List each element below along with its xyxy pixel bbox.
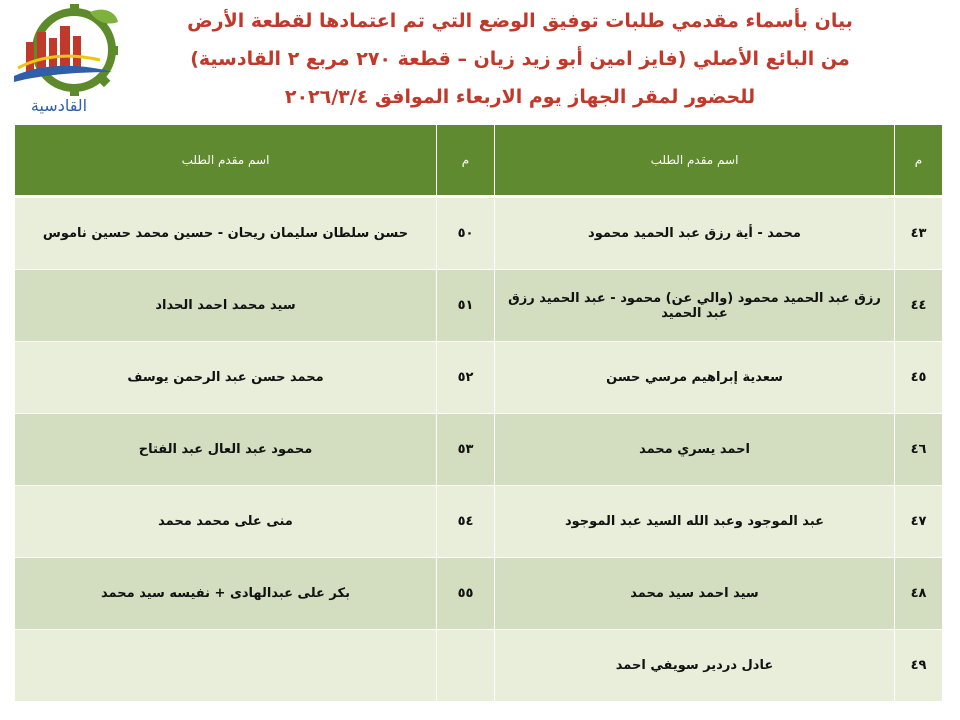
right-name-cell: رزق عبد الحميد محمود (والي عن) محمود - عبد الحميد رزق عبد الحميد	[495, 270, 895, 342]
left-num-cell: ٥٢	[437, 342, 495, 414]
table-row	[15, 630, 943, 702]
title-line-3: للحضور لمقر الجهاز يوم الاربعاء الموافق ٢٠٢٦/٣/٤	[284, 86, 756, 108]
left-num-cell: ٥١	[437, 270, 495, 342]
table-row	[15, 197, 943, 270]
right-name-cell: احمد يسري محمد	[495, 414, 895, 486]
logo-caption: القادسية	[30, 96, 88, 115]
right-name-cell: عادل دردير سويفي احمد	[495, 630, 895, 702]
right-name-cell: سيد احمد سيد محمد	[495, 558, 895, 630]
left-num-cell: ٥٥	[437, 558, 495, 630]
right-num-cell: ٤٨	[895, 558, 943, 630]
left-num-cell: ٥٠	[437, 197, 495, 270]
table-row	[15, 414, 943, 486]
right-num-cell: ٤٤	[895, 270, 943, 342]
table-row	[15, 342, 943, 414]
right-name-cell: عبد الموجود وعبد الله السيد عبد الموجود	[495, 486, 895, 558]
right-name-cell: سعدية إبراهيم مرسي حسن	[495, 342, 895, 414]
city-skyline-gear-logo-icon	[4, 2, 124, 102]
left-num-cell	[437, 630, 495, 702]
table-row	[15, 486, 943, 558]
page-title	[120, 2, 920, 120]
header-name-left: اسم مقدم الطلب	[15, 125, 437, 197]
header-num-left: م	[437, 125, 495, 197]
left-num-cell: ٥٣	[437, 414, 495, 486]
table-header-row	[15, 125, 943, 197]
right-num-cell: ٤٩	[895, 630, 943, 702]
left-name-cell: منى على محمد محمد	[15, 486, 437, 558]
left-name-cell: سيد محمد احمد الحداد	[15, 270, 437, 342]
left-name-cell: محمود عبد العال عبد الفتاح	[15, 414, 437, 486]
right-num-cell: ٤٣	[895, 197, 943, 270]
header-name-right: اسم مقدم الطلب	[495, 125, 895, 197]
right-num-cell: ٤٧	[895, 486, 943, 558]
left-num-cell: ٥٤	[437, 486, 495, 558]
left-name-cell: حسن سلطان سليمان ريحان - حسين محمد حسين ناموس	[15, 197, 437, 270]
right-name-cell: محمد - أية رزق عبد الحميد محمود	[495, 197, 895, 270]
left-name-cell: بكر على عبدالهادى + نفيسه سيد محمد	[15, 558, 437, 630]
applicants-table	[14, 124, 943, 702]
header-num-right: م	[895, 125, 943, 197]
right-num-cell: ٤٥	[895, 342, 943, 414]
table-row	[15, 270, 943, 342]
right-num-cell: ٤٦	[895, 414, 943, 486]
title-line-2: من البائع الأصلي (فايز امين أبو زيد زيان – قطعة ٢٧٠ مربع ٢ القادسية)	[190, 48, 850, 70]
logo	[4, 2, 124, 120]
left-name-cell	[15, 630, 437, 702]
left-name-cell: محمد حسن عبد الرحمن يوسف	[15, 342, 437, 414]
title-line-1: بيان بأسماء مقدمي طلبات توفيق الوضع التي تم اعتمادها لقطعة الأرض	[187, 10, 853, 32]
table-row	[15, 558, 943, 630]
